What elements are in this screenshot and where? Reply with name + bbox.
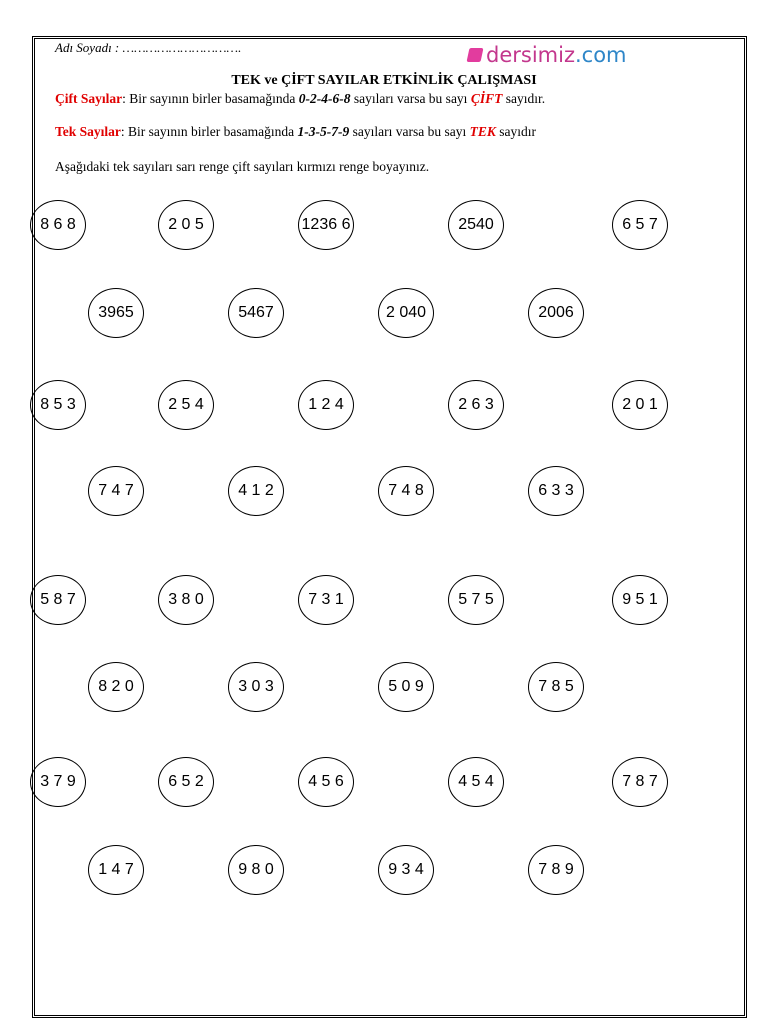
even-label: Çift Sayılar xyxy=(55,91,123,106)
name-line: Adı Soyadı : …………………………. xyxy=(55,40,242,55)
number-circle[interactable]: 8 5 3 xyxy=(30,380,86,430)
number-circle[interactable]: 7 8 7 xyxy=(612,757,668,807)
number-circle[interactable]: 6 5 7 xyxy=(612,200,668,250)
number-circle[interactable]: 7 4 8 xyxy=(378,466,434,516)
number-circle[interactable]: 1 2 4 xyxy=(298,380,354,430)
number-circle[interactable]: 4 5 6 xyxy=(298,757,354,807)
number-circle[interactable]: 1 4 7 xyxy=(88,845,144,895)
odd-word: TEK xyxy=(469,124,496,139)
number-circle[interactable]: 9 5 1 xyxy=(612,575,668,625)
number-circle[interactable]: 7 8 5 xyxy=(528,662,584,712)
odd-colon: : xyxy=(120,124,129,139)
number-circle[interactable]: 2 0 5 xyxy=(158,200,214,250)
odd-label: Tek Sayılar xyxy=(55,124,121,139)
number-circle[interactable]: 1236 6 xyxy=(298,200,354,250)
worksheet-title: TEK ve ÇİFT SAYILAR ETKİNLİK ÇALIŞMASI xyxy=(231,73,537,88)
number-circle[interactable]: 7 8 9 xyxy=(528,845,584,895)
odd-text-a: Bir sayının birler basamağında xyxy=(128,124,298,139)
number-circle[interactable]: 5467 xyxy=(228,288,284,338)
site-logo xyxy=(468,42,627,68)
number-circle[interactable]: 2 5 4 xyxy=(158,380,214,430)
logo-text xyxy=(486,42,627,67)
even-text-b: sayıları varsa bu sayı xyxy=(350,91,471,106)
even-word: ÇİFT xyxy=(470,91,503,106)
even-text-a: Bir sayının birler basamağında xyxy=(129,91,299,106)
number-circle[interactable]: 3965 xyxy=(88,288,144,338)
number-circle[interactable]: 2540 xyxy=(448,200,504,250)
even-colon: : xyxy=(122,91,130,106)
number-circle[interactable]: 5 7 5 xyxy=(448,575,504,625)
number-circle[interactable]: 2 6 3 xyxy=(448,380,504,430)
number-circle[interactable]: 2 040 xyxy=(378,288,434,338)
number-circle[interactable]: 7 4 7 xyxy=(88,466,144,516)
number-circle[interactable]: 3 7 9 xyxy=(30,757,86,807)
number-circle[interactable]: 7 3 1 xyxy=(298,575,354,625)
number-circle[interactable]: 9 8 0 xyxy=(228,845,284,895)
even-text-c: sayıdır. xyxy=(502,91,546,106)
odd-text-b: sayıları varsa bu sayı xyxy=(349,124,470,139)
odd-rule xyxy=(55,124,536,140)
number-circle[interactable]: 6 3 3 xyxy=(528,466,584,516)
number-circle[interactable]: 5 8 7 xyxy=(30,575,86,625)
number-circle[interactable]: 3 0 3 xyxy=(228,662,284,712)
even-rule xyxy=(55,91,545,107)
number-circle[interactable]: 2 0 1 xyxy=(612,380,668,430)
logo-text-main: dersimiz xyxy=(486,42,575,67)
number-circle[interactable]: 5 0 9 xyxy=(378,662,434,712)
number-circle[interactable]: 2006 xyxy=(528,288,584,338)
number-circle[interactable]: 6 5 2 xyxy=(158,757,214,807)
number-circle[interactable]: 9 3 4 xyxy=(378,845,434,895)
number-circle[interactable]: 4 5 4 xyxy=(448,757,504,807)
logo-mark-icon xyxy=(467,48,484,62)
instruction: Aşağıdaki tek sayıları sarı renge çift sayıları kırmızı renge boyayınız. xyxy=(55,159,430,174)
number-circle[interactable]: 8 6 8 xyxy=(30,200,86,250)
number-circle[interactable]: 8 2 0 xyxy=(88,662,144,712)
number-circle[interactable]: 3 8 0 xyxy=(158,575,214,625)
even-digits: 0-2-4-6-8 xyxy=(298,91,351,106)
number-circle[interactable]: 4 1 2 xyxy=(228,466,284,516)
odd-text-c: sayıdır xyxy=(495,124,536,139)
odd-digits: 1-3-5-7-9 xyxy=(297,124,350,139)
logo-text-domain: .com xyxy=(574,42,627,67)
